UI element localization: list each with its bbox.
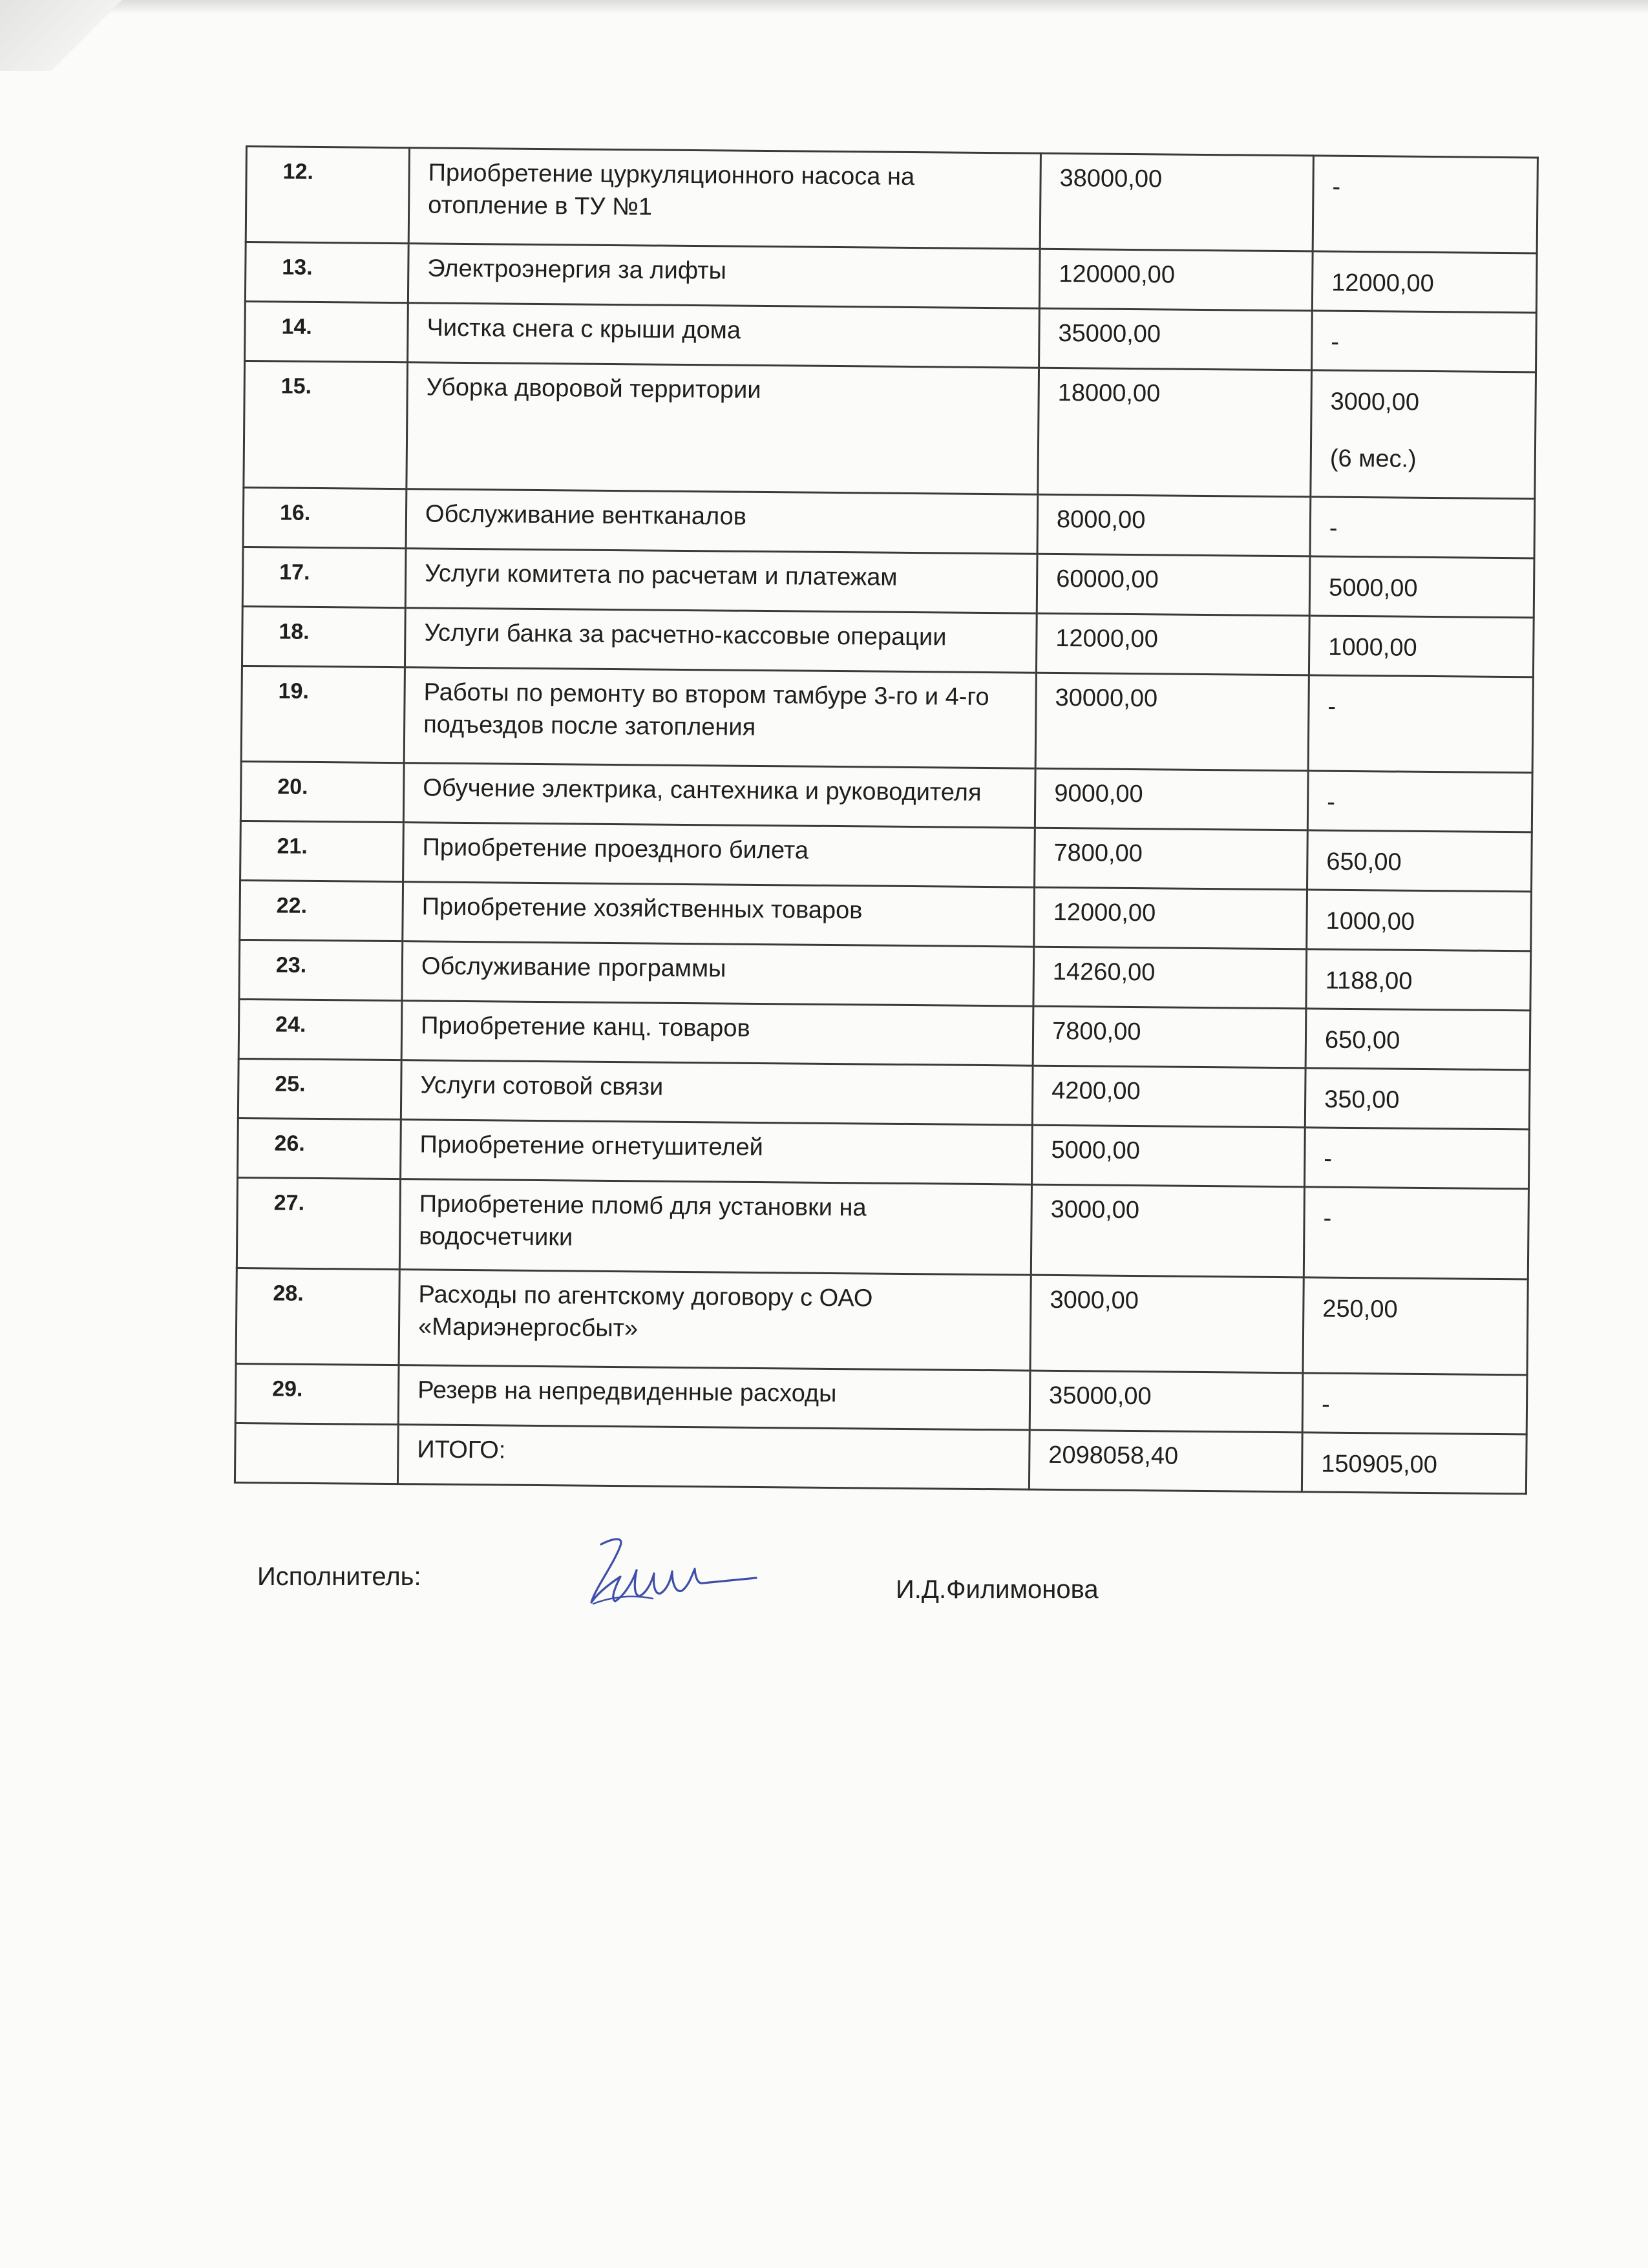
row-number: 14.: [245, 302, 408, 362]
table-row: [235, 1363, 1527, 1434]
total-row: [235, 1423, 1527, 1493]
row-number: 23.: [239, 940, 403, 1000]
table-row: [245, 302, 1537, 372]
table-row: [241, 666, 1533, 772]
table-row: [237, 1177, 1528, 1279]
table-row: [245, 242, 1537, 313]
row-amount: 8000,00: [1037, 494, 1311, 556]
row-number: 21.: [240, 821, 404, 881]
row-monthly: 1188,00: [1306, 949, 1531, 1011]
row-number: 25.: [238, 1058, 401, 1119]
row-description: Электроэнергия за лифты: [408, 244, 1040, 309]
scan-shadow: [0, 0, 1648, 14]
row-amount: 3000,00: [1031, 1184, 1304, 1277]
table-row: [242, 547, 1534, 617]
row-monthly: 250,00: [1303, 1277, 1528, 1375]
row-description: Приобретение канц. товаров: [401, 1001, 1033, 1066]
row-number: 20.: [240, 761, 404, 822]
row-monthly: -: [1307, 771, 1532, 832]
row-number: 12.: [246, 147, 409, 244]
row-monthly: -: [1304, 1187, 1528, 1279]
table-row: [244, 361, 1536, 499]
row-amount: 60000,00: [1037, 554, 1310, 616]
total-number-cell: [235, 1423, 398, 1484]
row-description: Услуги банка за расчетно-кассовые операции: [405, 608, 1037, 673]
row-monthly: 12000,00: [1312, 251, 1537, 313]
row-monthly: -: [1313, 156, 1537, 253]
row-amount: 35000,00: [1039, 308, 1313, 370]
row-amount: 35000,00: [1030, 1370, 1303, 1433]
row-amount: 7800,00: [1033, 1006, 1306, 1068]
row-description: Приобретение пломб для установки на водосчетчики: [399, 1179, 1031, 1276]
table-row: [246, 147, 1537, 253]
row-description: Расходы по агентскому договору с ОАО «Мариэнергосбыт»: [399, 1270, 1031, 1371]
row-monthly: 650,00: [1307, 830, 1532, 892]
row-description: Уборка дворовой территории: [407, 362, 1039, 495]
row-monthly: -: [1312, 311, 1537, 372]
row-number: 18.: [242, 606, 405, 667]
table-row: [236, 1268, 1528, 1374]
table-row: [240, 761, 1532, 832]
row-monthly: -: [1304, 1128, 1529, 1189]
row-amount: 18000,00: [1038, 368, 1312, 497]
expense-table: [234, 145, 1539, 1495]
row-monthly: 350,00: [1305, 1068, 1530, 1129]
row-description: Приобретение цуркуляционного насоса на отопление в ТУ №1: [408, 148, 1041, 249]
table-row: [240, 821, 1532, 891]
row-number: 19.: [241, 666, 405, 762]
total-label: ИТОГО:: [397, 1425, 1030, 1490]
executor-label: Исполнитель:: [257, 1562, 421, 1591]
row-description: Приобретение проездного билета: [403, 823, 1035, 888]
row-number: 22.: [240, 880, 403, 941]
row-amount: 3000,00: [1030, 1275, 1304, 1373]
row-monthly: -: [1310, 497, 1535, 558]
row-monthly: -: [1302, 1373, 1527, 1434]
row-monthly: 3000,00: [1330, 388, 1420, 416]
executor-name: И.Д.Филимонова: [896, 1575, 1099, 1604]
row-number: 15.: [244, 361, 408, 489]
row-description: Обслуживание вентканалов: [406, 489, 1038, 554]
row-amount: 7800,00: [1035, 828, 1308, 890]
table-row: [238, 1118, 1530, 1188]
row-number: 29.: [235, 1363, 399, 1424]
row-amount: 9000,00: [1035, 768, 1308, 830]
row-description: Приобретение огнетушителей: [401, 1120, 1033, 1185]
row-number: 17.: [242, 547, 406, 607]
row-number: 26.: [238, 1118, 401, 1179]
row-monthly: 5000,00: [1309, 556, 1534, 618]
table-row: [239, 940, 1531, 1010]
row-number: 16.: [243, 487, 407, 548]
row-number: 24.: [238, 999, 402, 1060]
row-description: Обслуживание программы: [402, 941, 1034, 1007]
row-amount: 5000,00: [1032, 1125, 1305, 1187]
table-row: [238, 999, 1530, 1069]
row-description: Чистка снега с крыши дома: [408, 303, 1040, 368]
row-number: 13.: [245, 242, 408, 303]
row-amount: 30000,00: [1035, 673, 1309, 771]
row-amount: 120000,00: [1039, 249, 1313, 311]
table-row: [243, 487, 1535, 558]
row-description: Работы по ремонту во втором тамбуре 3-го и 4-го подъездов после затопления: [404, 667, 1036, 769]
row-monthly-note: (6 мес.): [1329, 445, 1417, 473]
row-amount: 12000,00: [1036, 613, 1309, 675]
total-amount: 2098058,40: [1029, 1430, 1302, 1492]
row-monthly-cell: [1311, 370, 1536, 499]
row-amount: 38000,00: [1040, 153, 1313, 251]
row-monthly: 1000,00: [1309, 616, 1534, 677]
table-row: [242, 606, 1534, 677]
table-row: [240, 880, 1532, 950]
row-description: Обучение электрика, сантехника и руководителя: [403, 763, 1035, 828]
row-description: Приобретение хозяйственных товаров: [403, 882, 1035, 947]
row-amount: 12000,00: [1034, 887, 1307, 949]
row-description: Услуги сотовой связи: [401, 1060, 1033, 1126]
row-number: 27.: [237, 1177, 400, 1269]
row-description: Резерв на непредвиденные расходы: [398, 1365, 1030, 1431]
row-monthly: 1000,00: [1307, 890, 1532, 951]
table-row: [238, 1058, 1530, 1129]
handwritten-signature: [575, 1531, 769, 1615]
row-number: 28.: [236, 1268, 399, 1365]
folded-corner: [0, 0, 149, 71]
row-monthly: -: [1308, 675, 1533, 773]
row-amount: 14260,00: [1033, 947, 1307, 1009]
row-description: Услуги комитета по расчетам и платежам: [405, 549, 1037, 614]
row-monthly: 650,00: [1305, 1009, 1530, 1070]
total-monthly: 150905,00: [1302, 1433, 1527, 1494]
row-amount: 4200,00: [1032, 1066, 1305, 1128]
